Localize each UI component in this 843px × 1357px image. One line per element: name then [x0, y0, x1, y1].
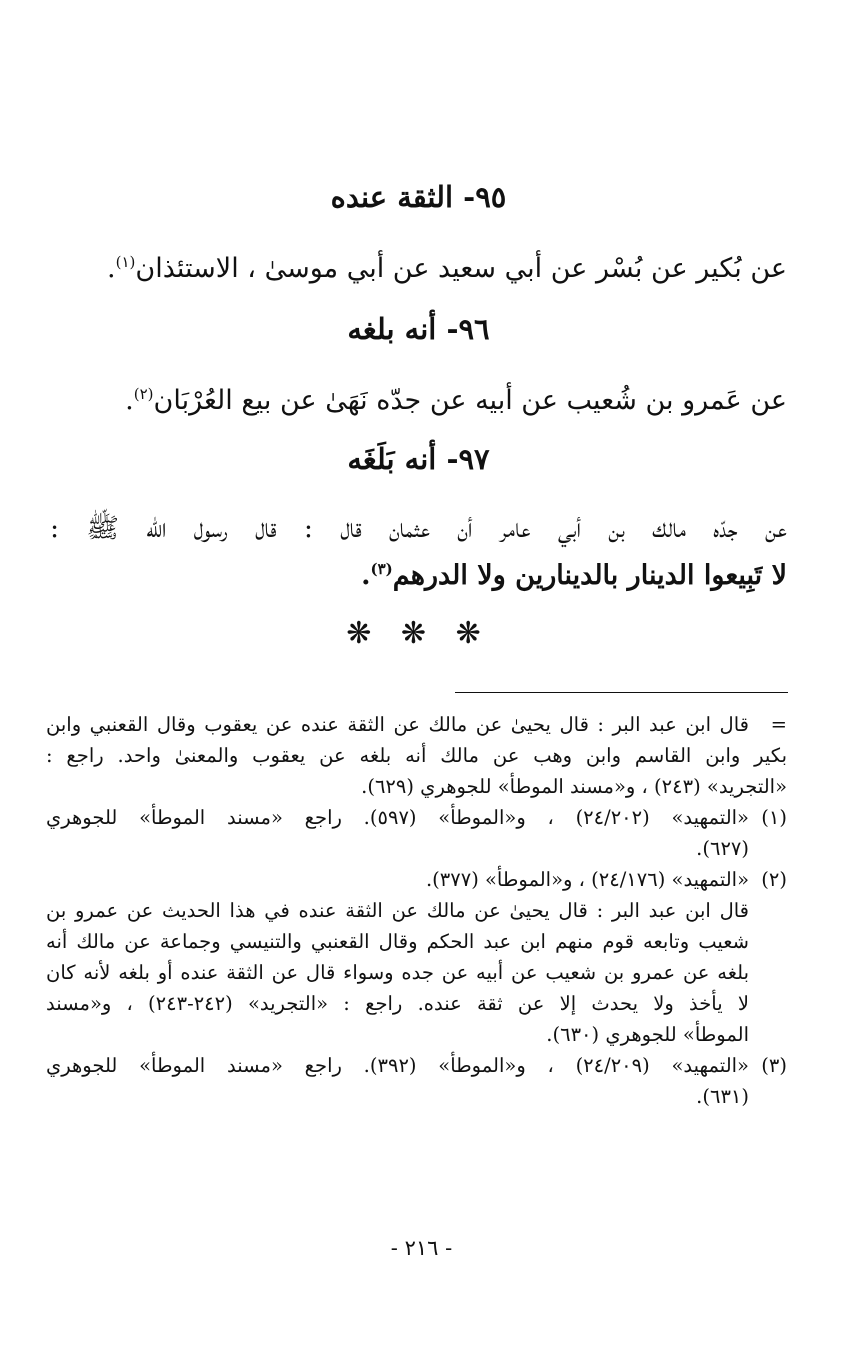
footnote-ref[interactable]: (٣): [370, 560, 393, 578]
section-heading-95: ٩٥- الثقة عنده: [330, 180, 507, 214]
footnote-marker: (٢): [761, 868, 787, 891]
footnote-continuation: = قال ابن عبد البر : قال يحيىٰ عن مالك عن الثقة عنده عن يعقوب وقال القعنبي وابن بكير وابن القاسم وابن وهب عن مالك أنه بلغه عن يعقوب والمعنىٰ واحد. راجع : «التجريد» (٢٤٣) ، و«مسند الموطأ» للجوهري (٦٢٩).: [46, 709, 787, 802]
page-number: - ٢١٦ -: [390, 1236, 453, 1260]
section-separator: ❋ ❋ ❋: [346, 616, 491, 651]
footnote-marker: =: [770, 713, 787, 736]
footnote-2-note: قال ابن عبد البر : قال يحيىٰ عن مالك عن الثقة عنده في هذا الحديث عن عمرو بن شعيب وتابعه قوم منهم ابن عبد الحكم وقال القعنبي والتنيسي وجماعة عن مالك أنه بلغه عن عمرو بن شعيب عن أبيه عن جده وسواء قال عن الثقة عنده أو بلغه لأنه كان لا يأخذ ولا يحدث إلا عن ثقة عنده. راجع : «التجريد» (٢٤٢-٢٤٣) ، و«مسند الموطأ» للجوهري (٦٣٠).: [46, 899, 750, 1046]
footnote-2: (٢) «التمهيد» (٢٤/١٧٦) ، و«الموطأ» (٣٧٧).: [46, 864, 787, 895]
footnote-rule: [455, 692, 788, 693]
text-line: عن جدّه مالك بن أبي عامر أن عثمان قال : قال رسول اللّٰه ﷺ :: [50, 513, 787, 544]
footnote-3: (٣) «التمهيد» (٢٤/٢٠٩) ، و«الموطأ» (٣٩٢). راجع «مسند الموطأ» للجوهري (٦٣١).: [46, 1050, 787, 1112]
text-line: عن بُكير عن بُسْر عن أبي سعيد عن أبي موسىٰ ، الاستئذان$^{(١)}$.: [107, 253, 787, 284]
footnote-marker: (٣): [761, 1054, 787, 1077]
footnote-marker: (١): [761, 806, 787, 829]
text-line-hadith: لا تَبِيعوا الدينار بالدينارين ولا الدرهم$^{(٣)}$.: [361, 560, 787, 591]
footnote-ref[interactable]: (٢): [133, 385, 154, 403]
footnote-ref[interactable]: (١): [115, 253, 136, 271]
section-heading-96: ٩٦- أنه بلغه: [347, 312, 490, 346]
footnote-1: (١) «التمهيد» (٢٤/٢٠٢) ، و«الموطأ» (٥٩٧). راجع «مسند الموطأ» للجوهري (٦٢٧).: [46, 802, 787, 864]
text-line: عن عَمرو بن شُعيب عن أبيه عن جدّه نَهَىٰ عن بيع العُرْبَان$^{(٢)}$.: [125, 385, 787, 416]
section-heading-97: ٩٧- أنه بَلَغَه: [347, 442, 490, 476]
footnotes: [46, 709, 787, 1112]
